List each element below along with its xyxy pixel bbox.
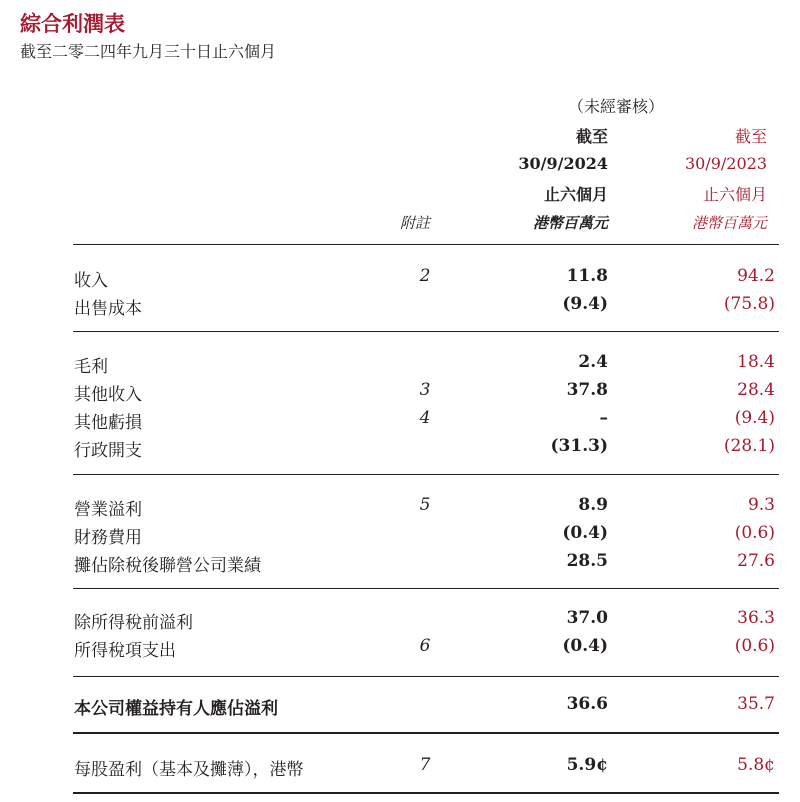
section-rule — [73, 676, 779, 677]
table-row — [0, 755, 800, 781]
statement-title: 綜合利潤表 — [20, 12, 125, 36]
row-prior-value: 9.3 — [747, 495, 775, 515]
prior-col-line2: 30/9/2023 — [684, 154, 767, 173]
row-label: 出售成本 — [74, 299, 142, 319]
row-prior-value: (9.4) — [734, 408, 775, 428]
row-current-value: 36.6 — [566, 694, 608, 714]
row-prior-value: (28.1) — [723, 436, 775, 456]
row-prior-value: (0.6) — [734, 636, 775, 656]
row-prior-value: 35.7 — [737, 694, 775, 714]
table-row — [0, 380, 800, 406]
row-note: 7 — [419, 755, 431, 775]
row-prior-value: 18.4 — [737, 352, 775, 372]
row-label: 收入 — [74, 271, 108, 291]
row-label: 財務費用 — [74, 528, 142, 548]
table-row — [0, 608, 800, 634]
row-label: 所得稅項支出 — [74, 641, 176, 661]
row-current-value: 11.8 — [566, 266, 608, 286]
row-prior-value: (75.8) — [723, 294, 775, 314]
row-prior-value: 27.6 — [737, 551, 775, 571]
row-label: 營業溢利 — [74, 500, 142, 520]
bottom-rule — [73, 792, 779, 794]
table-row — [0, 495, 800, 521]
row-current-value: 28.5 — [566, 551, 608, 571]
row-label: 其他收入 — [74, 385, 142, 405]
row-prior-value: 36.3 — [737, 608, 775, 628]
current-col-line3: 止六個月 — [543, 185, 608, 204]
unaudited-label: （未經審核） — [568, 97, 665, 116]
row-current-value: 37.8 — [566, 380, 608, 400]
row-note: 4 — [419, 408, 431, 428]
section-rule — [73, 474, 779, 475]
note-column-header: 附註 — [400, 214, 431, 232]
table-row — [0, 523, 800, 549]
row-prior-value: 5.8¢ — [737, 755, 775, 775]
row-prior-value: (0.6) — [734, 523, 775, 543]
current-col-line2: 30/9/2024 — [518, 154, 608, 173]
prior-col-line1: 截至 — [734, 127, 767, 146]
row-current-value: 37.0 — [566, 608, 608, 628]
row-label: 每股盈利（基本及攤薄），港幣 — [74, 760, 304, 780]
row-current-value: (9.4) — [562, 294, 608, 314]
row-current-value: 2.4 — [578, 352, 608, 372]
row-current-value: (31.3) — [550, 436, 608, 456]
section-rule — [73, 588, 779, 589]
row-label: 其他虧損 — [74, 413, 142, 433]
table-row — [0, 694, 800, 720]
table-row — [0, 408, 800, 434]
section-rule — [73, 331, 779, 332]
row-note: 6 — [419, 636, 431, 656]
prior-col-line3: 止六個月 — [702, 185, 767, 204]
row-current-value: (0.4) — [562, 636, 608, 656]
row-current-value: – — [599, 408, 608, 428]
table-row — [0, 294, 800, 320]
prior-col-unit: 港幣百萬元 — [691, 214, 767, 232]
row-prior-value: 94.2 — [737, 266, 775, 286]
table-row — [0, 636, 800, 662]
row-label: 本公司權益持有人應佔溢利 — [74, 699, 278, 719]
row-current-value: 8.9 — [578, 495, 608, 515]
row-note: 2 — [419, 266, 431, 286]
header-rule — [73, 244, 779, 245]
current-col-line1: 截至 — [575, 127, 608, 146]
table-row — [0, 551, 800, 577]
total-rule — [73, 732, 779, 734]
row-current-value: (0.4) — [562, 523, 608, 543]
row-prior-value: 28.4 — [737, 380, 775, 400]
row-label: 行政開支 — [74, 441, 142, 461]
table-row — [0, 266, 800, 292]
row-label: 毛利 — [74, 357, 108, 377]
table-row — [0, 436, 800, 462]
statement-period: 截至二零二四年九月三十日止六個月 — [20, 42, 277, 61]
current-col-unit: 港幣百萬元 — [532, 214, 608, 232]
row-current-value: 5.9¢ — [566, 755, 608, 775]
row-label: 攤佔除稅後聯營公司業績 — [74, 556, 261, 576]
row-label: 除所得稅前溢利 — [74, 613, 193, 633]
row-note: 5 — [419, 495, 431, 515]
row-note: 3 — [419, 380, 431, 400]
table-row — [0, 352, 800, 378]
